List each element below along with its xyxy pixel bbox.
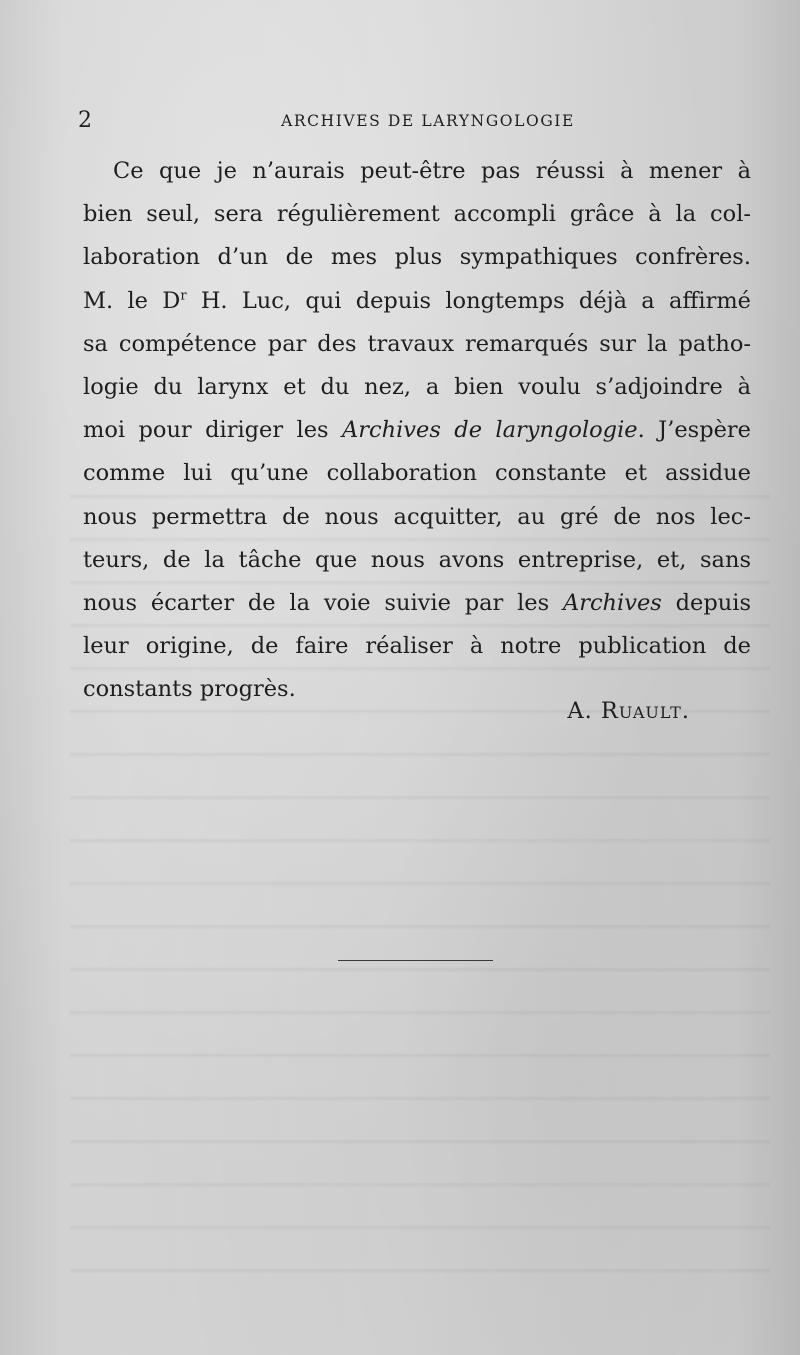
page-header	[78, 108, 748, 138]
text-line: Ce que je n’aurais peut-être pas réussi à mener à	[113, 158, 751, 184]
text-line: M. le $D^r$ H. Luc, qui depuis longtemps déjà a affirmé	[83, 287, 751, 314]
text-line: nous permettra de nous acquitter, au gré de nos lec-	[83, 503, 751, 530]
text-line: moi pour diriger les Archives de laryngologie. J’espère	[83, 417, 751, 444]
page-number: 2	[78, 108, 92, 133]
author-signature: A. Ruault.	[567, 698, 690, 724]
superscript: r	[180, 288, 187, 304]
text-line: constants progrès.	[83, 676, 296, 703]
body-paragraph	[83, 150, 751, 711]
running-title: ARCHIVES DE LARYNGOLOGIE	[281, 112, 575, 130]
text-line: teurs, de la tâche que nous avons entreprise, et, sans	[83, 546, 751, 573]
text-line: leur origine, de faire réaliser à notre publication de	[83, 633, 751, 660]
text-line: laboration d’un de mes plus sympathiques confrères.	[83, 244, 751, 271]
text-line: bien seul, sera régulièrement accompli grâce à la col-	[83, 201, 751, 228]
italic-journal-title: Archives de laryngologie	[342, 417, 638, 444]
text-line: sa compétence par des travaux remarqués sur la patho-	[83, 330, 751, 357]
text-line: comme lui qu’une collaboration constante et assidue	[83, 460, 751, 487]
text-line: logie du larynx et du nez, a bien voulu s’adjoindre à	[83, 373, 751, 400]
horizontal-rule	[338, 960, 493, 961]
italic-journal-title: Archives	[562, 589, 662, 616]
text-line: nous écarter de la voie suivie par les Archives depuis	[83, 589, 751, 616]
